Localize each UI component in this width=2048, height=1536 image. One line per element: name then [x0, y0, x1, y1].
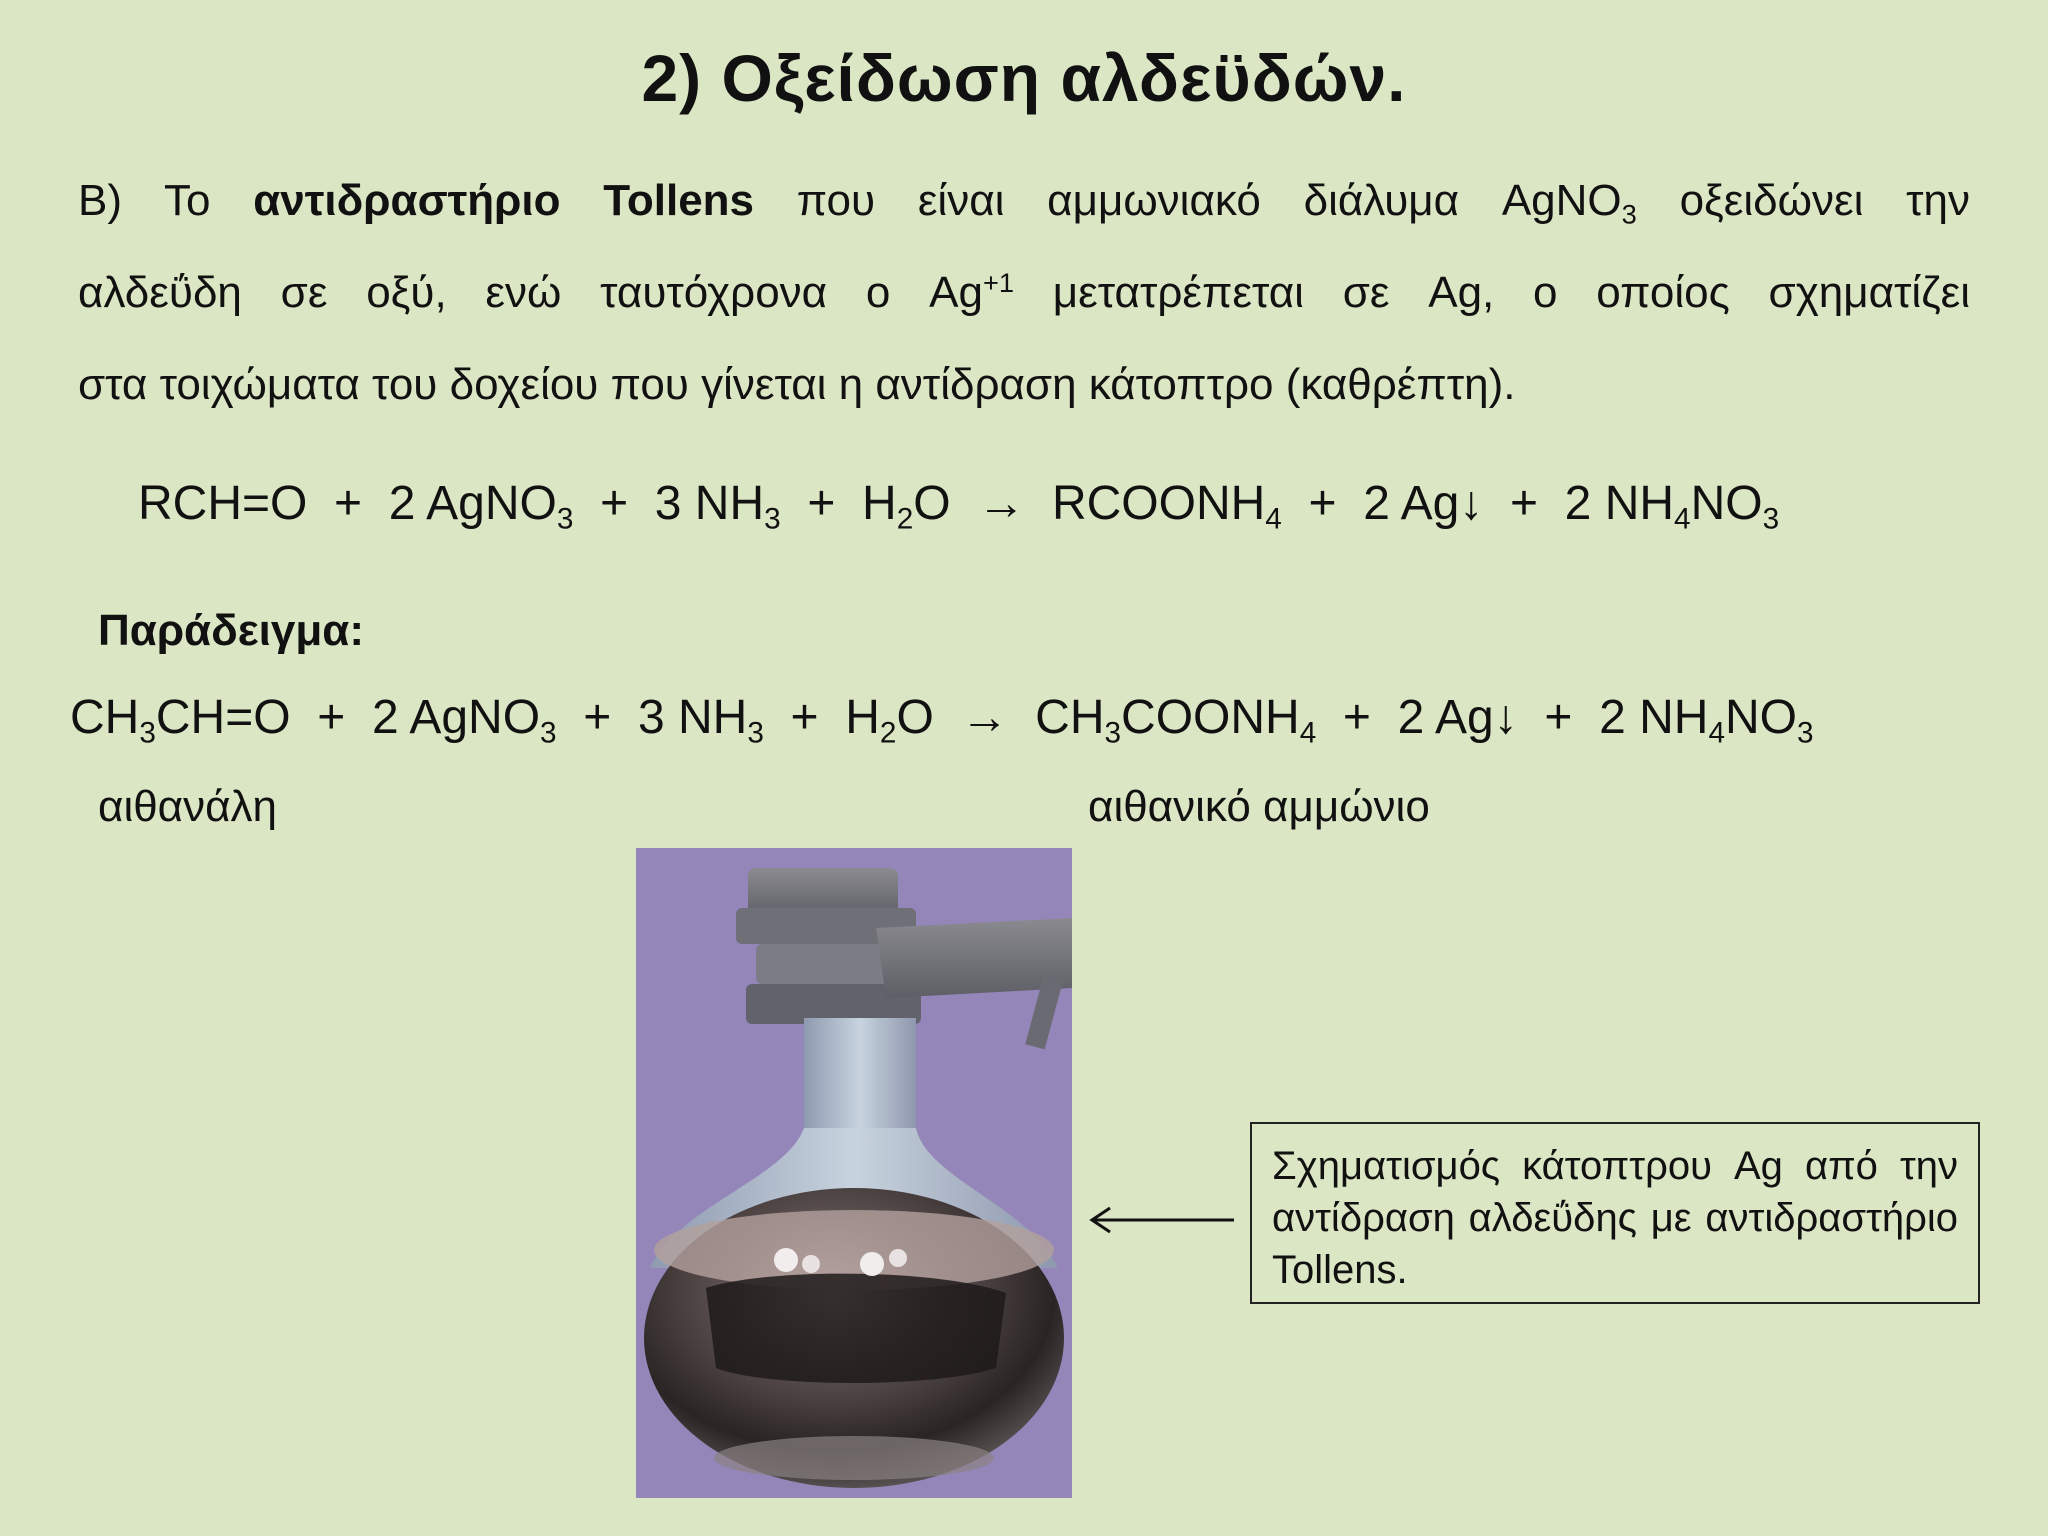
- text: αλδεΰδη σε οξύ, ενώ ταυτόχρονα ο Ag: [78, 268, 983, 317]
- silver-mirror-flask-photo: [636, 848, 1072, 1498]
- plus-sign: +: [807, 477, 836, 530]
- reactant-ethanal: CH=O: [155, 691, 291, 744]
- reaction-arrow: →: [960, 691, 1009, 744]
- plus-sign: +: [317, 691, 346, 744]
- subscript: 3: [1104, 716, 1122, 750]
- subscript: 3: [1797, 716, 1814, 750]
- subscript: 3: [540, 716, 557, 750]
- subscript: 3: [764, 502, 781, 536]
- plus-sign: +: [1342, 691, 1371, 744]
- reactant-agno3: AgNO: [426, 477, 557, 530]
- example-label: Παράδειγμα:: [98, 606, 364, 655]
- reactant-water: O: [896, 691, 934, 744]
- example-equation: [70, 690, 1814, 750]
- product-name: αιθανικό αμμώνιο: [1088, 782, 1430, 831]
- reactant-nh3: 3 NH: [637, 691, 748, 744]
- reactant-water: H: [845, 691, 880, 744]
- plus-sign: +: [334, 477, 363, 530]
- product-ammonium-ethanoate: COONH: [1121, 691, 1300, 744]
- reactant-ethanal: CH: [70, 691, 140, 744]
- superscript: +1: [982, 267, 1015, 298]
- reactant-agno3: 2 AgNO: [371, 691, 541, 744]
- paragraph-line-1: [78, 176, 1970, 230]
- plus-sign: +: [1308, 477, 1337, 530]
- subscript: 4: [1708, 716, 1725, 750]
- subscript: 4: [1265, 502, 1282, 536]
- subscript: 2: [879, 716, 897, 750]
- paragraph-line-2: [78, 268, 1970, 319]
- text: Β) Το: [78, 176, 254, 225]
- product-rcoonh4: RCOONH: [1051, 477, 1266, 530]
- product-nh4no3: 2 NH: [1599, 691, 1709, 744]
- paragraph-line-3: στα τοιχώματα του δοχείου που γίνεται η αντίδραση κάτοπτρο (καθρέπτη).: [78, 360, 1516, 409]
- subscript: 3: [1621, 198, 1637, 230]
- plus-sign: +: [1509, 477, 1538, 530]
- text: οξειδώνει την: [1636, 176, 1970, 225]
- plus-sign: +: [583, 691, 612, 744]
- reactant-water: H: [862, 477, 897, 530]
- reactant-name: αιθανάλη: [98, 782, 278, 831]
- subscript: 3: [139, 716, 156, 750]
- plus-sign: +: [600, 477, 629, 530]
- coefficient: 3: [654, 477, 695, 530]
- tollens-reagent-bold: αντιδραστήριο Tollens: [253, 176, 755, 225]
- text: μετατρέπεται σε Ag, ο οποίος σχηματίζει: [1014, 268, 1970, 317]
- product-nh4no3: 2 NH: [1564, 477, 1675, 530]
- subscript: 3: [747, 716, 764, 750]
- product-nh4no3: NO: [1690, 477, 1763, 530]
- subscript: 4: [1299, 716, 1317, 750]
- reaction-arrow: →: [977, 477, 1026, 530]
- product-silver: 2 Ag↓: [1397, 691, 1518, 744]
- left-arrow-icon: [1088, 1200, 1236, 1240]
- reactant-nh3: NH: [694, 477, 765, 530]
- subscript: 3: [1762, 502, 1780, 536]
- reactant-water: O: [913, 477, 951, 530]
- slide-title: 2) Οξείδωση αλδεϋδών.: [641, 41, 1407, 115]
- plus-sign: +: [790, 691, 819, 744]
- coefficient: 2: [388, 477, 427, 530]
- reactant-aldehyde: RCH=O: [138, 477, 308, 530]
- product-ammonium-ethanoate: CH: [1035, 691, 1105, 744]
- product-silver: 2 Ag↓: [1363, 477, 1484, 530]
- subscript: 2: [896, 502, 914, 536]
- subscript: 3: [556, 502, 574, 536]
- subscript: 4: [1674, 502, 1691, 536]
- plus-sign: +: [1544, 691, 1573, 744]
- product-nh4no3: NO: [1725, 691, 1797, 744]
- flask-illustration: [636, 848, 1072, 1498]
- text: που είναι αμμωνιακό διάλυμα AgNO: [754, 176, 1622, 225]
- callout-box: Σχηματισμός κάτοπτρου Ag από την αντίδραση αλδεΰδης με αντιδραστήριο Tollens.: [1250, 1122, 1980, 1304]
- general-equation: [138, 476, 1780, 536]
